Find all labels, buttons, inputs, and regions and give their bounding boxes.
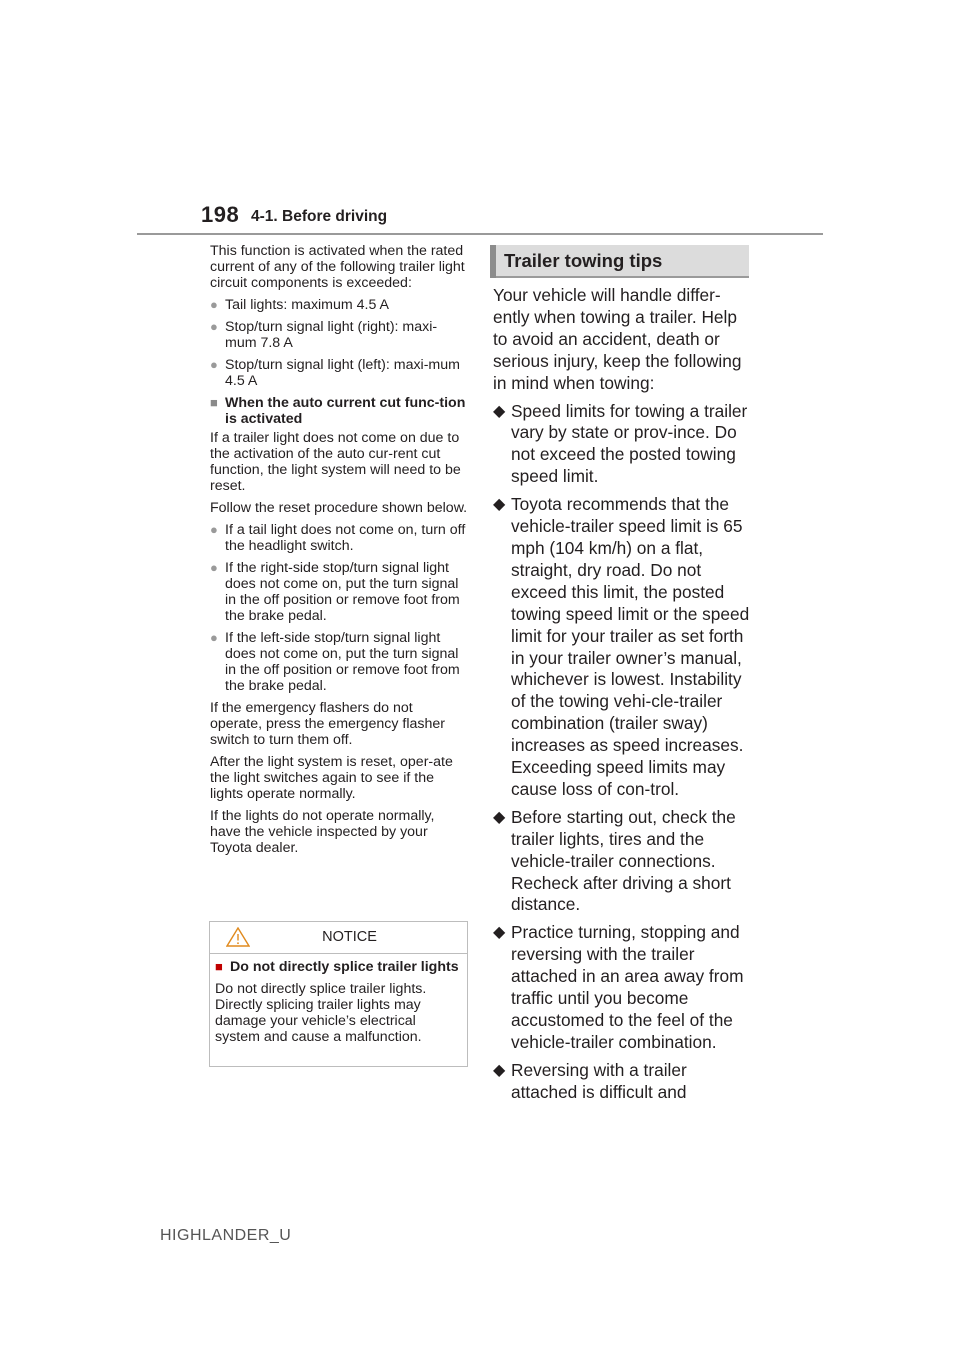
- limit-item: [210, 357, 468, 389]
- tip-text: Practice turning, stopping and reversing with the trailer attached in an area away from traffic until you become accustomed to the feel of the vehicle-trailer combination.: [511, 922, 744, 1052]
- subsection-heading: [210, 395, 468, 427]
- tip-item: [493, 1060, 753, 1104]
- right-column: [493, 285, 753, 1110]
- notice-body: [210, 954, 467, 1045]
- reset-step-text: If a tail light does not come on, turn off the headlight switch.: [225, 522, 466, 554]
- paragraph: If the emergency flashers do not operate, press the emergency flasher switch to turn them off.: [210, 700, 446, 748]
- diamond-bullet-icon: ◆: [493, 496, 506, 514]
- reset-step: [210, 630, 468, 694]
- notice-label: NOTICE: [322, 929, 377, 945]
- paragraph: Follow the reset procedure shown below.: [210, 500, 468, 516]
- diamond-bullet-icon: ◆: [493, 924, 506, 942]
- notice-heading-text: Do not directly splice trailer lights: [230, 959, 459, 975]
- tip-item: [493, 922, 753, 1053]
- square-bullet-icon: ■: [215, 959, 223, 974]
- diamond-bullet-icon: ◆: [493, 1061, 506, 1079]
- limit-item: [210, 297, 468, 313]
- paragraph: If a trailer light does not come on due to the activation of the auto cur-rent cut function, the light system will need to be reset.: [210, 430, 461, 494]
- reset-step: [210, 522, 468, 554]
- heading-accent: [490, 245, 496, 278]
- paragraph: If the lights do not operate normally, have the vehicle inspected by your Toyota dealer.: [210, 808, 435, 856]
- intro-paragraph: This function is activated when the rated current of any of the following trailer light circuit components is exceeded:: [210, 243, 465, 291]
- tip-item: [493, 807, 753, 917]
- section-title: 4-1. Before driving: [251, 208, 388, 225]
- bullet-icon: ●: [210, 297, 218, 312]
- limit-item: [210, 319, 468, 351]
- tip-text: Reversing with a trailer attached is difficult and: [511, 1059, 687, 1102]
- paragraph: After the light system is reset, oper-ate the light switches again to see if the lights operate normally.: [210, 754, 453, 802]
- tip-text: Before starting out, check the trailer lights, tires and the vehicle-trailer connections. Recheck after driving a short distance.: [511, 806, 736, 915]
- notice-header: [210, 922, 467, 954]
- section-heading-bar: [490, 245, 749, 278]
- bullet-icon: ●: [210, 319, 218, 334]
- reset-step-text: If the left-side stop/turn signal light does not come on, put the turn signal in the off position or remove foot from the brake pedal.: [225, 630, 460, 694]
- header-divider: [137, 233, 823, 235]
- tip-item: [493, 401, 753, 489]
- subsection-heading-text: When the auto current cut func-tion is activated: [225, 395, 466, 427]
- tip-item: [493, 494, 753, 801]
- bullet-icon: ●: [210, 357, 218, 372]
- intro-paragraph: Your vehicle will handle differ-ently when towing a trailer. Help to avoid an accident, death or serious injury, keep the following in mind when towing:: [493, 285, 742, 393]
- diamond-bullet-icon: ◆: [493, 402, 506, 420]
- notice-heading: [215, 959, 462, 975]
- limit-text: Stop/turn signal light (right): maxi-mum 7.8 A: [225, 319, 438, 351]
- limit-text: Stop/turn signal light (left): maxi-mum 4.5 A: [225, 357, 460, 389]
- diamond-bullet-icon: ◆: [493, 808, 506, 826]
- footer-model-code: HIGHLANDER_U: [160, 1227, 292, 1244]
- square-bullet-icon: ■: [210, 395, 218, 410]
- bullet-icon: ●: [210, 522, 218, 537]
- reset-step: [210, 560, 468, 624]
- page-number: 198: [201, 202, 240, 227]
- bullet-icon: ●: [210, 560, 218, 575]
- notice-box: [209, 921, 468, 1067]
- left-column: [210, 243, 468, 862]
- tip-text: Toyota recommends that the vehicle-trailer speed limit is 65 mph (104 km/h) on a flat, straight, dry road. Do not exceed this limit, the posted towing speed limit or the speed limit for your trailer as set forth in your trailer owner’s manual, whichever is lowest. Instability of the towing vehi-cle-trailer combination (trailer sway) increases as speed increases. Exceeding speed limits may cause loss of con-trol.: [511, 494, 750, 799]
- notice-text: Do not directly splice trailer lights. Directly splicing trailer lights may damage your vehicle’s electrical system and cause a malfunction.: [215, 981, 427, 1045]
- section-heading: Trailer towing tips: [504, 250, 663, 271]
- reset-step-text: If the right-side stop/turn signal light does not come on, put the turn signal in the off position or remove foot from the brake pedal.: [225, 560, 460, 624]
- limit-text: Tail lights: maximum 4.5 A: [225, 297, 389, 313]
- bullet-icon: ●: [210, 630, 218, 645]
- tip-text: Speed limits for towing a trailer vary by state or prov-ince. Do not exceed the posted towing speed limit.: [511, 400, 748, 487]
